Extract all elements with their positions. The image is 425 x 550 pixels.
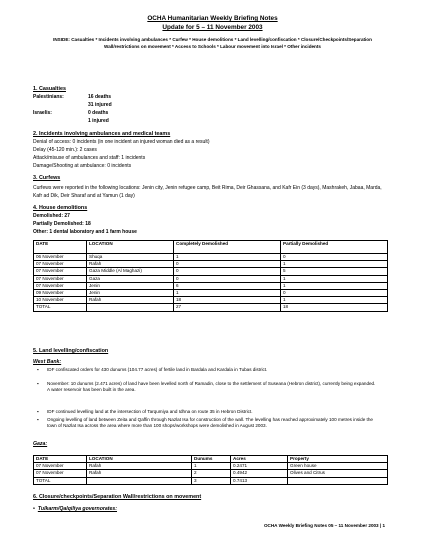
- table-cell: 10 November: [34, 297, 87, 304]
- casualty-value: 1 injured: [88, 118, 109, 124]
- table-cell: 2: [192, 470, 231, 477]
- table-cell: 0.4942: [231, 470, 288, 477]
- table-cell: 1: [192, 463, 231, 470]
- table-cell: Rafah: [87, 463, 192, 470]
- table-row: [34, 282, 388, 289]
- table-cell: 1: [281, 261, 388, 268]
- table-cell: 0: [174, 268, 281, 275]
- table-cell: 07 November: [34, 268, 87, 275]
- table-header-cell: Dunums: [192, 456, 231, 463]
- closure-heading: 6. Closure/checkpoints/Separation Wall/restrictions on movement: [33, 494, 202, 500]
- land-bullet: ▪ IDF confiscated orders for 430 dunums (104.77 acres) of fertile land in Bardala and Kardala in Tubas district.: [47, 367, 377, 373]
- table-total-row: [34, 477, 388, 484]
- table-row: [34, 297, 388, 304]
- land-bullet: ▪ IDF continued levelling land at the intersection of Tarqumiya and Idhna on route 35 in Hebron District.: [47, 409, 377, 415]
- table-cell: Jenin: [87, 282, 174, 289]
- table-header-row: [34, 456, 388, 463]
- table-cell: 07 November: [34, 470, 87, 477]
- casualties-heading: 1. Casualties: [33, 86, 66, 92]
- table-header-cell: Completely Demolished: [174, 241, 281, 254]
- table-cell: 1: [174, 290, 281, 297]
- casualty-value: 0 deaths: [88, 110, 109, 116]
- table-header-cell: Property: [288, 456, 388, 463]
- table-cell: Gaza Middle (Al Maghazi): [87, 268, 174, 275]
- land-bullet: ▪ Ongoing levelling of land between Zeita and Qaffin through Nazlat Isa for construction of the wall. The levelling has reached approximately 100 metres inside the town of Nazlat Isa across the area where more than 100 shops/workshops were demolished in August 2003.: [47, 417, 377, 430]
- table-cell: 0.2471: [231, 463, 288, 470]
- table-row: [34, 470, 388, 477]
- table-cell: 1: [281, 282, 388, 289]
- closure-subheading: [33, 507, 117, 512]
- table-cell: 0: [174, 261, 281, 268]
- table-cell: 06 November: [34, 254, 87, 261]
- west-bank-label: West Bank:: [33, 359, 62, 365]
- table-cell: 0: [281, 254, 388, 261]
- table-cell: 18: [174, 297, 281, 304]
- casualty-label-israelis: Israelis:: [33, 110, 52, 116]
- table-header-cell: LOCATION: [87, 241, 174, 254]
- table-row: [34, 275, 388, 282]
- table-cell: Gaza: [87, 275, 174, 282]
- table-cell: 1: [281, 275, 388, 282]
- table-row: [34, 268, 388, 275]
- table-cell: Shuqa: [87, 254, 174, 261]
- ambulance-line: Delay (45-120 min.): 2 cases: [33, 147, 97, 153]
- curfews-text: Curfews were reported in the following locations: Jenin city, Jenin refugee camp, Beit Rima, Deir Ghassana, and Kafr Ein (3 days), Mashrakeh, Jabaa, Marda, Kafr ad Dik, Deir Sharaf and at Yamun (1 day): [33, 185, 382, 199]
- demolitions-table: [33, 240, 388, 312]
- inside-label: INSIDE:: [53, 37, 70, 42]
- document-date-range: Update for 5 – 11 November 2003: [162, 24, 263, 31]
- table-cell: 0.7413: [231, 477, 288, 484]
- curfews-heading: 3. Curfews: [33, 175, 61, 181]
- table-header-cell: Partially Demolished: [281, 241, 388, 254]
- table-cell: 09 November: [34, 290, 87, 297]
- table-cell: TOTAL: [34, 304, 87, 311]
- document-title: OCHA Humanitarian Weekly Briefing Notes: [147, 15, 278, 22]
- table-cell: 18: [281, 304, 388, 311]
- table-cell: 6: [174, 282, 281, 289]
- casualty-value: 16 deaths: [88, 94, 112, 100]
- table-cell: Rafah: [87, 261, 174, 268]
- table-cell: Olives and Citrus: [288, 470, 388, 477]
- table-cell: Jenin: [87, 290, 174, 297]
- table-cell: TOTAL: [34, 477, 87, 484]
- table-total-row: [34, 304, 388, 311]
- table-header-cell: DATE: [34, 241, 87, 254]
- table-cell: 1: [174, 254, 281, 261]
- ambulance-line: Damage/Shooting at ambulance: 0 incidents: [33, 163, 132, 169]
- demolitions-line: Other: 1 dental laboratory and 1 farm house: [33, 229, 137, 235]
- table-cell: 1: [281, 297, 388, 304]
- table-row: [34, 463, 388, 470]
- demolitions-line: Demolished: 27: [33, 213, 70, 219]
- table-header-cell: LOCATION: [87, 456, 192, 463]
- demolitions-heading: 4. House demolitions: [33, 205, 88, 211]
- table-cell: 0: [174, 275, 281, 282]
- table-cell: Rafah: [87, 297, 174, 304]
- ambulances-heading: 2. Incidents involving ambulances and medical teams: [33, 131, 171, 137]
- table-cell: 07 November: [34, 275, 87, 282]
- table-cell: 07 November: [34, 282, 87, 289]
- land-bullet: ▪ November: 10 dunums (2.471 acres) of land have been levelled north of Ramadin, close to the settlement of Suseana (Hebron district), currently being expanded. A water reservoir has been built in the area.: [47, 381, 377, 394]
- table-row: [34, 290, 388, 297]
- closure-sub-label: Tulkarm/Qalqiliya governorates:: [37, 506, 118, 512]
- table-cell: [87, 477, 192, 484]
- inside-text: Casualties * Incidents involving ambulances * Curfew * House demolitions * Land levelling/confiscation * Closure/Checkpoints/Separation Wall/restrictions on movement * Access to Schools * Labour movement into Israel * Other incidents: [71, 37, 372, 49]
- table-cell: [288, 477, 388, 484]
- gaza-land-table: [33, 455, 388, 485]
- land-heading: 5. Land levelling/confiscation: [33, 348, 109, 354]
- table-cell: 3: [192, 477, 231, 484]
- table-cell: [87, 304, 174, 311]
- inside-summary: [40, 37, 385, 50]
- ambulance-line: Attack/misuse of ambulances and staff: 1 incidents: [33, 155, 146, 161]
- table-row: [34, 261, 388, 268]
- table-cell: 0: [281, 290, 388, 297]
- casualty-value: 31 injured: [88, 102, 112, 108]
- table-row: [34, 254, 388, 261]
- table-cell: 27: [174, 304, 281, 311]
- table-header-cell: Acres: [231, 456, 288, 463]
- table-cell: Green house: [288, 463, 388, 470]
- table-cell: Rafah: [87, 470, 192, 477]
- demolitions-line: Partially Demolished: 18: [33, 221, 91, 227]
- casualty-label-palestinians: Palestinians:: [33, 94, 64, 100]
- table-header-row: [34, 241, 388, 254]
- table-cell: 07 November: [34, 261, 87, 268]
- ambulance-line: Denial of access: 0 incidents (in one incident an injured woman died as a result): [33, 139, 210, 145]
- page-footer: OCHA Weekly Briefing Notes 05 – 11 November 2003 | 1: [263, 523, 385, 529]
- gaza-label: Gaza:: [33, 441, 48, 447]
- table-cell: 07 November: [34, 463, 87, 470]
- table-header-cell: DATE: [34, 456, 87, 463]
- bullet-marker: •: [33, 506, 35, 512]
- table-cell: 5: [281, 268, 388, 275]
